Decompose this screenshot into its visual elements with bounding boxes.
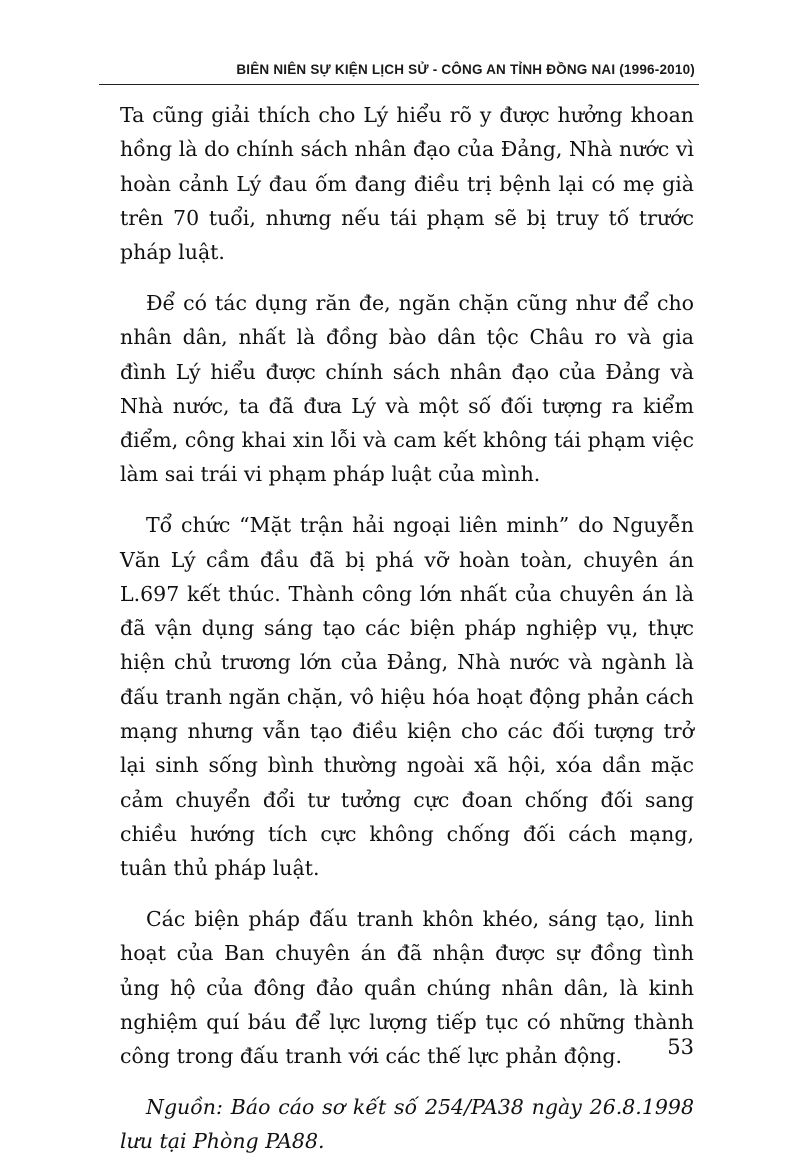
running-header: BIÊN NIÊN SỰ KIỆN LỊCH SỬ - CÔNG AN TỈNH ĐỒNG NAI (1996-2010) xyxy=(236,62,695,77)
paragraph-1: Ta cũng giải thích cho Lý hiểu rõ y được hưởng khoan hồng là do chính sách nhân đạo của Đảng, Nhà nước vì hoàn cảnh Lý đau ốm đang điều trị bệnh lại có mẹ già trên 70 tuổi, nhưng nếu tái phạm sẽ bị truy tố trước pháp luật. xyxy=(120,103,694,265)
header-rule xyxy=(99,84,699,85)
source-note: Nguồn: Báo cáo sơ kết số 254/PA38 ngày 26.8.1998 lưu tại Phòng PA88. xyxy=(120,1095,694,1154)
paragraph-3: Tổ chức “Mặt trận hải ngoại liên minh” do Nguyễn Văn Lý cầm đầu đã bị phá vỡ hoàn toàn, chuyên án L.697 kết thúc. Thành công lớn nhất của chuyên án là đã vận dụng sáng tạo các biện pháp nghiệp vụ, thực hiện chủ trương lớn của Đảng, Nhà nước và ngành là đấu tranh ngăn chặn, vô hiệu hóa hoạt động phản cách mạng nhưng vẫn tạo điều kiện cho các đối tượng trở lại sinh sống bình thường ngoài xã hội, xóa dần mặc cảm chuyển đổi tư tưởng cực đoan chống đối sang chiều hướng tích cực không chống đối cách mạng, tuân thủ pháp luật. xyxy=(120,513,694,881)
body-text xyxy=(120,98,694,1159)
paragraph-4: Các biện pháp đấu tranh khôn khéo, sáng tạo, linh hoạt của Ban chuyên án đã nhận được sự đồng tình ủng hộ của đông đảo quần chúng nhân dân, là kinh nghiệm quí báu để lực lượng tiếp tục có những thành công trong đấu tranh với các thế lực phản động. xyxy=(120,907,694,1069)
page-number: 53 xyxy=(667,1035,694,1059)
paragraph-2: Để có tác dụng răn đe, ngăn chặn cũng như để cho nhân dân, nhất là đồng bào dân tộc Châu ro và gia đình Lý hiểu được chính sách nhân đạo của Đảng và Nhà nước, ta đã đưa Lý và một số đối tượng ra kiểm điểm, công khai xin lỗi và cam kết không tái phạm việc làm sai trái vi phạm pháp luật của mình. xyxy=(120,290,694,487)
